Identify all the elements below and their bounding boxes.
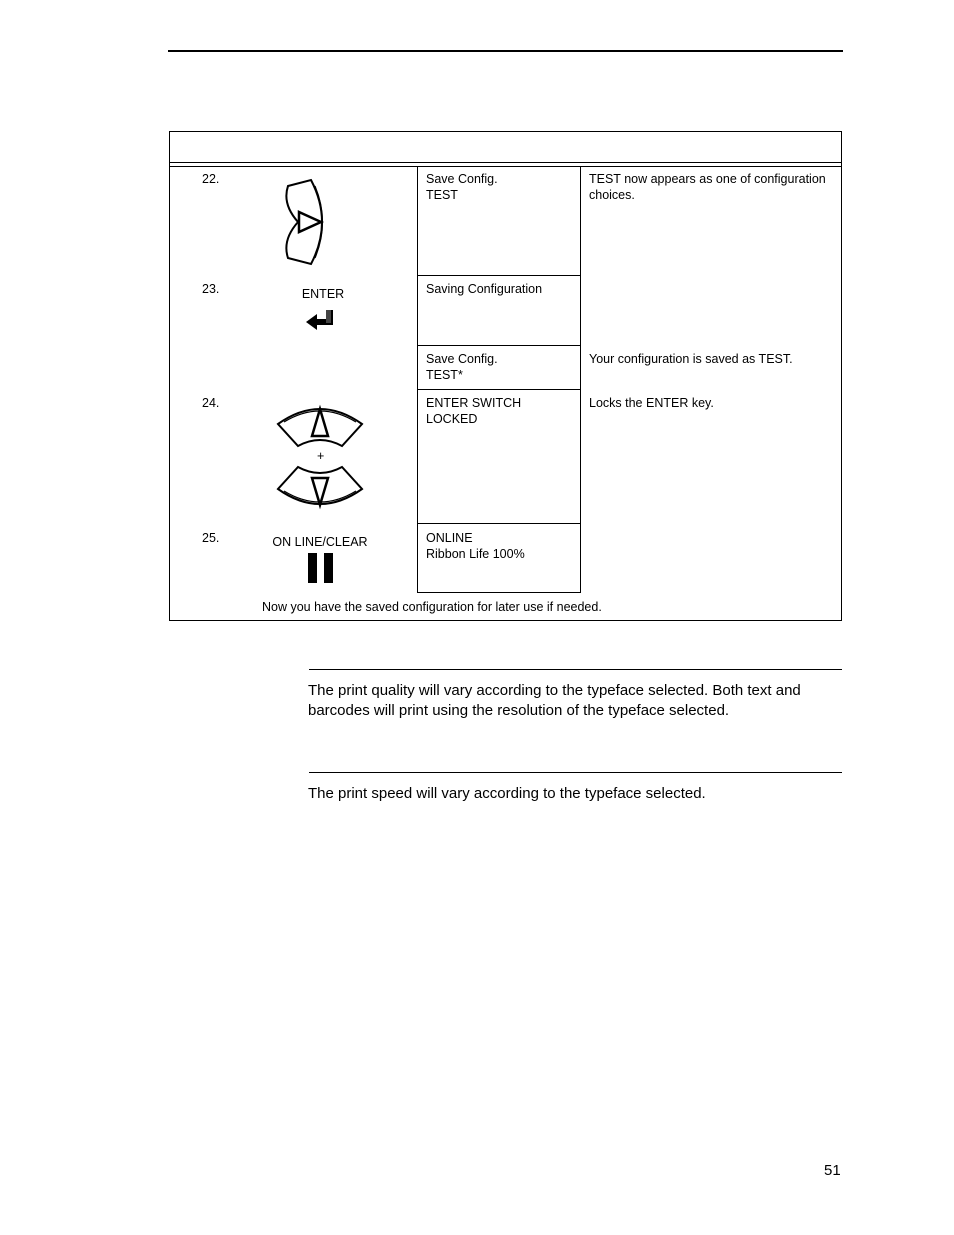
- enter-key-icon: [305, 309, 335, 331]
- table-header-rule: [170, 162, 841, 167]
- down-arrow-key-icon: [276, 465, 364, 511]
- row-divider: [417, 275, 581, 276]
- page-number: 51: [824, 1162, 841, 1179]
- display-text: ONLINE Ribbon Life 100%: [426, 531, 525, 561]
- row-divider: [417, 523, 581, 524]
- pause-key-icon: [307, 552, 335, 584]
- display-text: Save Config. TEST*: [426, 352, 498, 382]
- display-text: Save Config. TEST: [426, 172, 498, 202]
- step-number: 22.: [202, 172, 220, 186]
- step-number: 24.: [202, 396, 220, 410]
- display-text: ENTER SWITCH LOCKED: [426, 396, 522, 426]
- row-divider: [417, 389, 581, 390]
- plus-sign: +: [317, 449, 325, 463]
- section-rule: [309, 669, 842, 670]
- explanation-text: TEST now appears as one of configuration choices.: [589, 172, 826, 202]
- up-arrow-key-icon: [276, 402, 364, 448]
- display-text: Saving Configuration: [426, 282, 543, 296]
- key-label: ENTER: [301, 287, 345, 301]
- table-footer-note: Now you have the saved configuration for later use if needed.: [262, 600, 602, 614]
- right-arrow-key-icon: [284, 178, 334, 266]
- step-number: 23.: [202, 282, 220, 296]
- key-label: ON LINE/CLEAR: [272, 535, 368, 549]
- row-divider: [417, 345, 581, 346]
- display-col-right-border: [580, 167, 581, 592]
- section-paragraph: The print speed will vary according to the typeface selected.: [308, 785, 706, 802]
- row-divider: [417, 592, 581, 593]
- explanation-text: Locks the ENTER key.: [589, 396, 714, 410]
- top-rule: [168, 50, 843, 52]
- display-col-left-border: [417, 167, 418, 592]
- section-rule: [309, 772, 842, 773]
- explanation-text: Your configuration is saved as TEST.: [589, 352, 793, 366]
- section-paragraph: The print quality will vary according to the typeface selected. Both text and barcodes will print using the resolution of the typeface selected.: [308, 682, 801, 719]
- step-number: 25.: [202, 531, 220, 545]
